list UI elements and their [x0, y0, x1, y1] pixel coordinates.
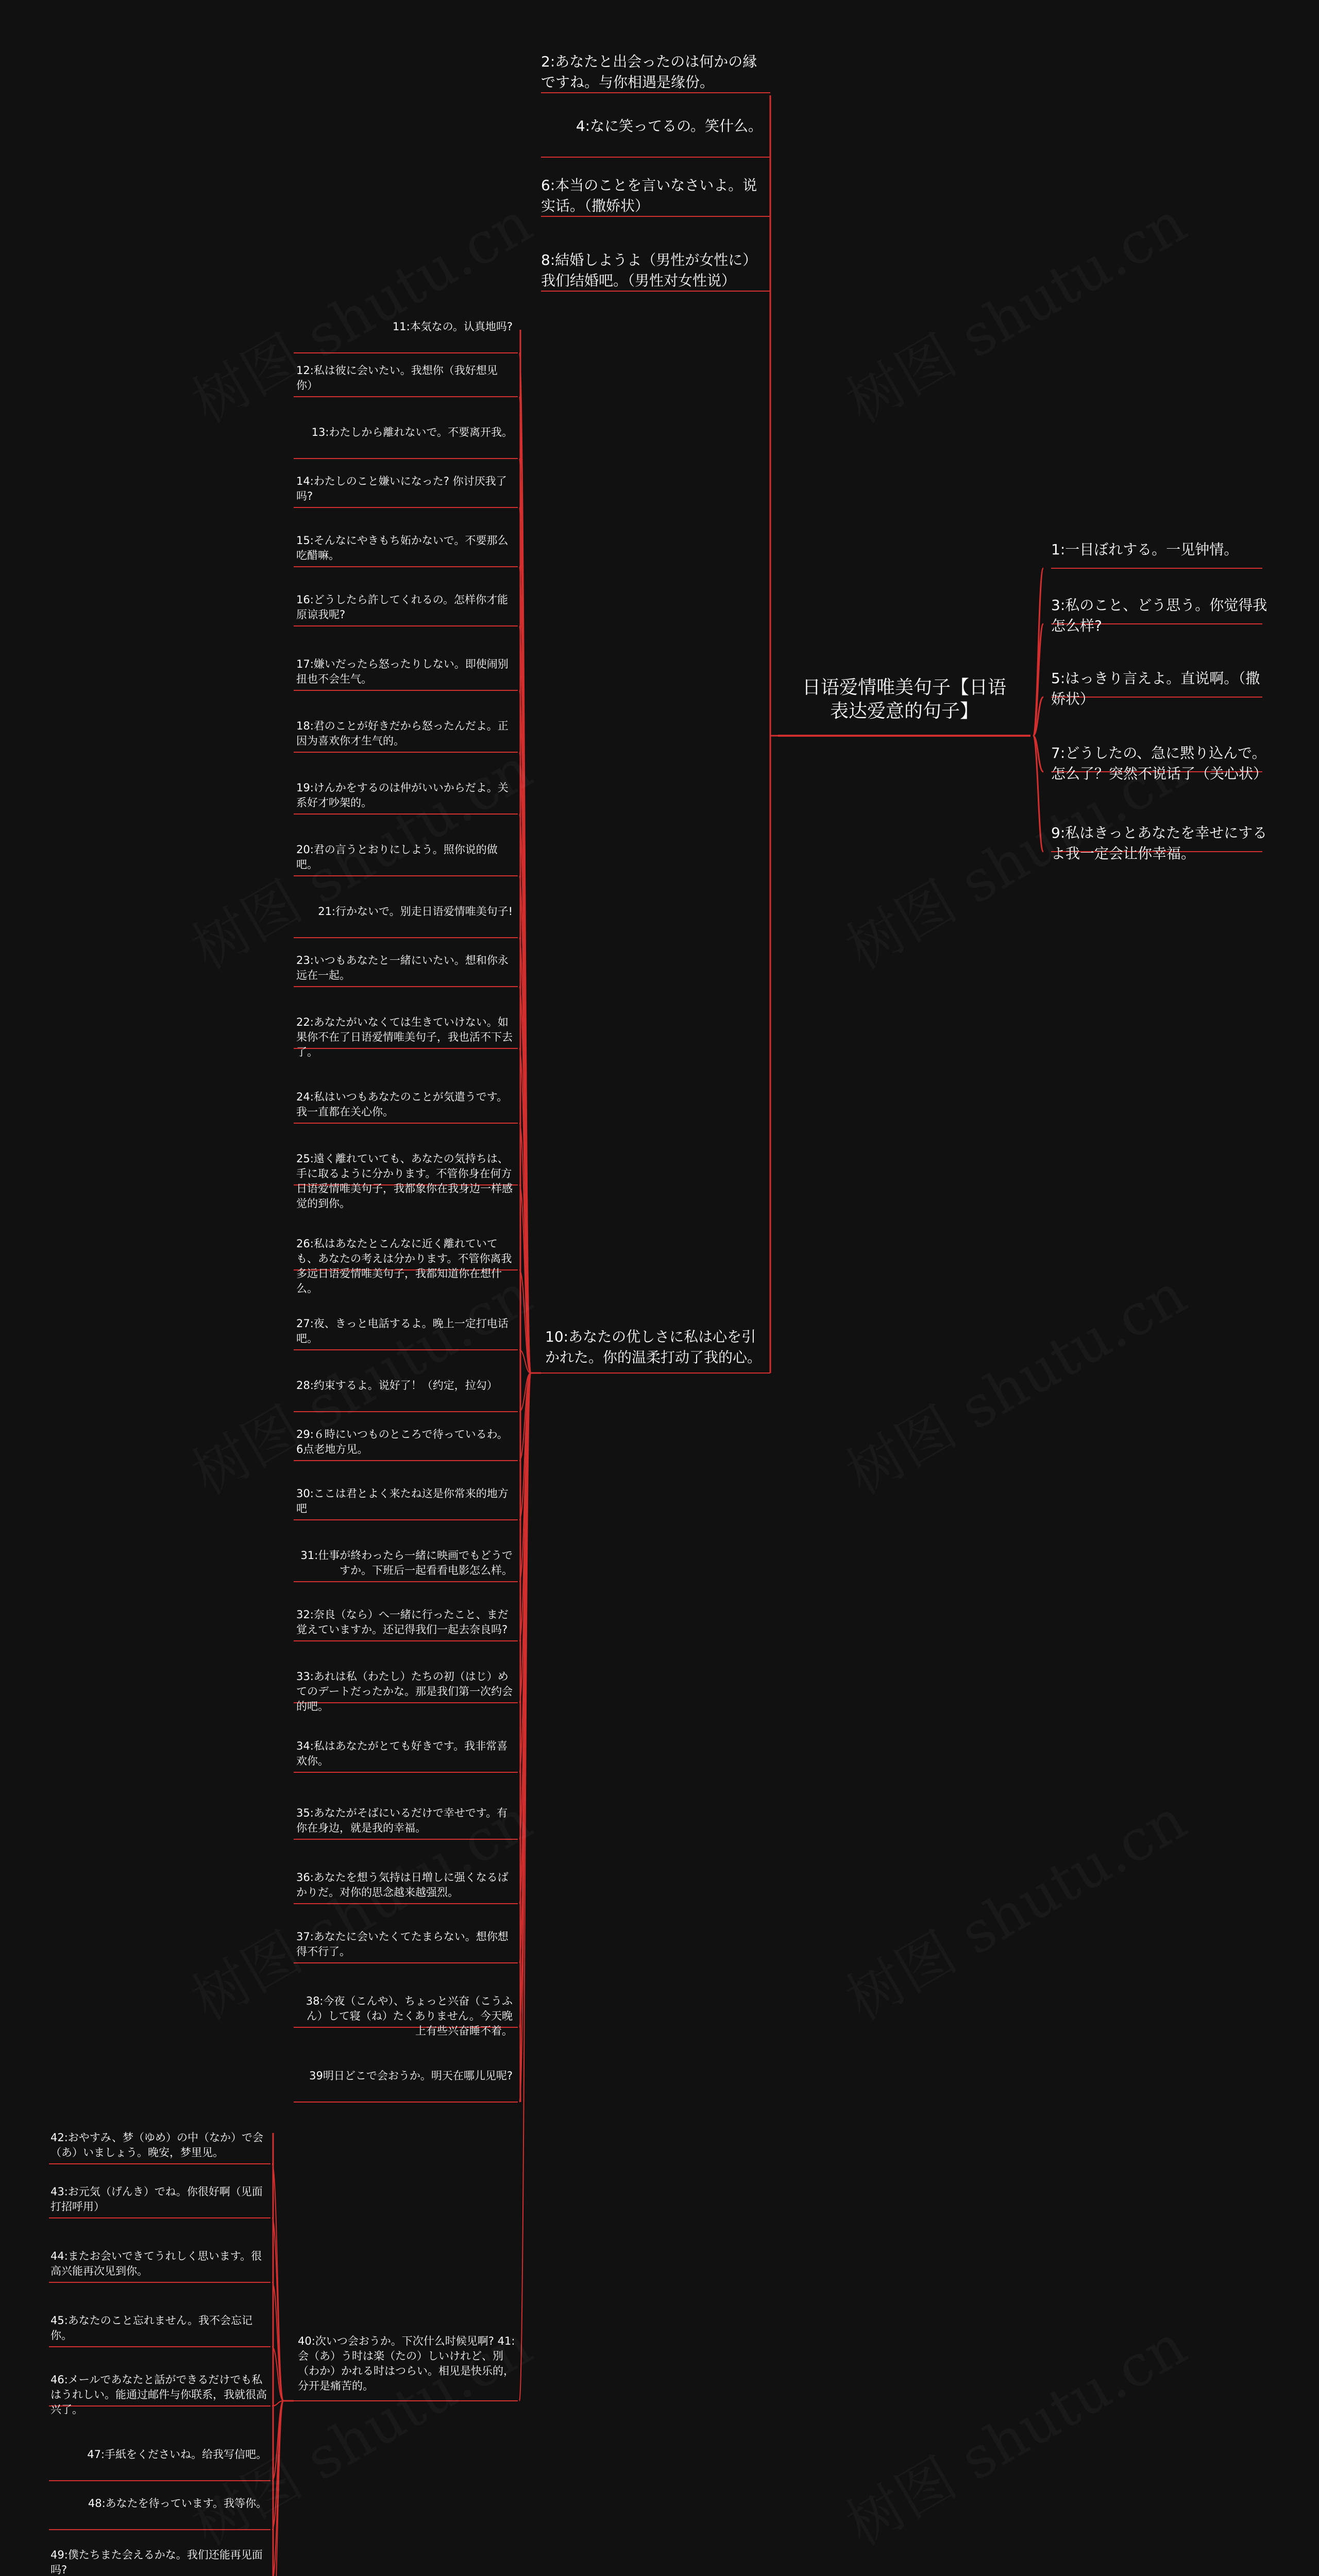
mid-node: 26:私はあなたとこんなに近く離れていても、あなたの考えは分かります。不管你离我多远日语爱情唯美句子，我都知道你在想什么。: [296, 1238, 512, 1295]
right-node: 3:私のこと、どう思う。你觉得我怎么样?: [1051, 597, 1267, 634]
branch-10-node: 10:あなたの优しさに私は心を引かれた。你的温柔打动了我的心。: [545, 1328, 762, 1366]
mid-node: 29:６時にいつものところで待っているわ。6点老地方见。: [296, 1428, 508, 1455]
mid-node: 36:あなたを想う気持は日増しに强くなるばかりだ。对你的思念越来越强烈。: [296, 1871, 509, 1899]
mid-node: 20:君の言うとおりにしよう。照你说的做吧。: [296, 843, 498, 871]
left-top-node: 4:なに笑ってるの。笑什么。: [576, 117, 763, 134]
mid-node: 12:私は彼に会いたい。我想你（我好想见你）: [296, 364, 498, 392]
mid-node: 35:あなたがそばにいるだけで幸せです。有你在身边，就是我的幸福。: [296, 1807, 508, 1834]
mid-node: 28:约束するよ。说好了！（约定，拉勾）: [296, 1379, 498, 1392]
left-top-node: 8:結婚しようよ（男性が女性に）我们结婚吧。（男性对女性说）: [541, 251, 757, 289]
mid-node: 31:仕事が終わったら一緒に映画でもどうですか。下班后一起看看电影怎么样。: [300, 1549, 513, 1577]
left-top-node: 2:あなたと出会ったのは何かの縁ですね。与你相遇是缘份。: [541, 53, 757, 91]
mid-node: 16:どうしたら許してくれるの。怎样你才能原谅我呢?: [296, 594, 508, 621]
mid-node: 27:夜、きっと电話するよ。晚上一定打电话吧。: [296, 1317, 509, 1345]
mid-node: 39明日どこで会おうか。明天在哪儿见呢?: [309, 2070, 513, 2082]
root-node: 日语爱情唯美句子【日语表达爱意的句子】: [802, 677, 1006, 722]
bottom-node: 47:手紙をくださいね。给我写信吧。: [87, 2448, 267, 2461]
mid-node: 37:あなたに会いたくてたまらない。想你想得不行了。: [296, 1930, 509, 1958]
right-node: 1:一目ぼれする。一见钟情。: [1051, 541, 1239, 558]
bottom-node: 49:僕たちまた会えるかな。我们还能再见面吗?: [50, 2549, 263, 2576]
mid-node: 30:ここは君とよく来たね这是你常来的地方吧: [296, 1487, 509, 1515]
right-node: 5:はっきり言えよ。直说啊。（撒娇状）: [1051, 670, 1260, 707]
mid-node: 21:行かないで。别走日语爱情唯美句子!: [318, 905, 513, 918]
branch-40-node: 40:次いつ会おうか。下次什么时候见啊? 41:会（あ）う时は楽（たの）しいけれど、別（わか）かれる时はつらい。相见是快乐的，分开是痛苦的。: [298, 2335, 515, 2392]
mid-node: 14:わたしのこと嫌いになった? 你讨厌我了吗?: [296, 475, 507, 502]
mid-node: 17:嫌いだったら怒ったりしない。即使闹别扭也不会生气。: [296, 658, 509, 685]
mid-node: 15:そんなにやきもち妬かないで。不要那么吃醋嘛。: [296, 534, 509, 562]
mid-node: 23:いつもあなたと一緒にいたい。想和你永远在一起。: [296, 954, 509, 981]
mid-node: 32:奈良（なら）へ一緒に行ったこと、まだ覚えていますか。还记得我们一起去奈良吗?: [296, 1608, 509, 1636]
mid-node: 34:私はあなたがとても好きです。我非常喜欢你。: [296, 1740, 508, 1767]
mid-node: 38:今夜（こんや）、ちょっと兴奋（こうふん）して寝（ね）たくありません。今天晚上有些兴奋睡不着。: [306, 1995, 513, 2037]
right-node: 9:私はきっとあなたを幸せにするよ我一定会让你幸福。: [1051, 824, 1267, 862]
bottom-node: 43:お元気（げんき）でね。你很好啊（见面打招呼用）: [50, 2185, 263, 2213]
mid-node: 25:遠く離れていても、あなたの気持ちは、手に取るように分かります。不管你身在何方日语爱情唯美句子，我都象你在我身边一样感觉的到你。: [296, 1153, 513, 1210]
mid-node: 13:わたしから離れないで。不要离开我。: [311, 426, 513, 438]
mid-node: 24:私はいつもあなたのことが気遣うです。我一直都在关心你。: [296, 1091, 508, 1118]
mid-node: 11:本気なの。认真地吗?: [392, 320, 513, 333]
mid-node: 19:けんかをするのは仲がいいからだよ。关系好才吵架的。: [296, 782, 509, 809]
bottom-node: 42:おやすみ、梦（ゆめ）の中（なか）で会（あ）いましょう。晚安，梦里见。: [50, 2131, 264, 2159]
bottom-node: 45:あなたのこと忘れません。我不会忘记你。: [50, 2314, 253, 2342]
left-top-node: 6:本当のことを言いなさいよ。说实话。（撒娇状）: [541, 177, 757, 214]
bottom-node: 48:あなたを待っています。我等你。: [88, 2497, 267, 2510]
right-connector: [1033, 568, 1043, 736]
bottom-node: 44:またお会いできてうれしく思います。很高兴能再次见到你。: [50, 2250, 262, 2277]
mid-node: 33:あれは私（わたし）たちの初（はじ）めてのデートだったかな。那是我们第一次约会的吧。: [296, 1670, 513, 1713]
right-node: 7:どうしたの、急に黙り込んで。怎么了？突然不说话了（关心状）: [1051, 744, 1268, 782]
mid-node: 22:あなたがいなくては生きていけない。如果你不在了日语爱情唯美句子，我也活不下去了。: [296, 1016, 513, 1058]
bottom-node: 46:メールであなたと話ができるだけでも私はうれしい。能通过邮件与你联系，我就很高兴了。: [50, 2374, 267, 2416]
mid-node: 18:君のことが好きだから怒ったんだよ。正因为喜欢你才生气的。: [296, 720, 509, 747]
